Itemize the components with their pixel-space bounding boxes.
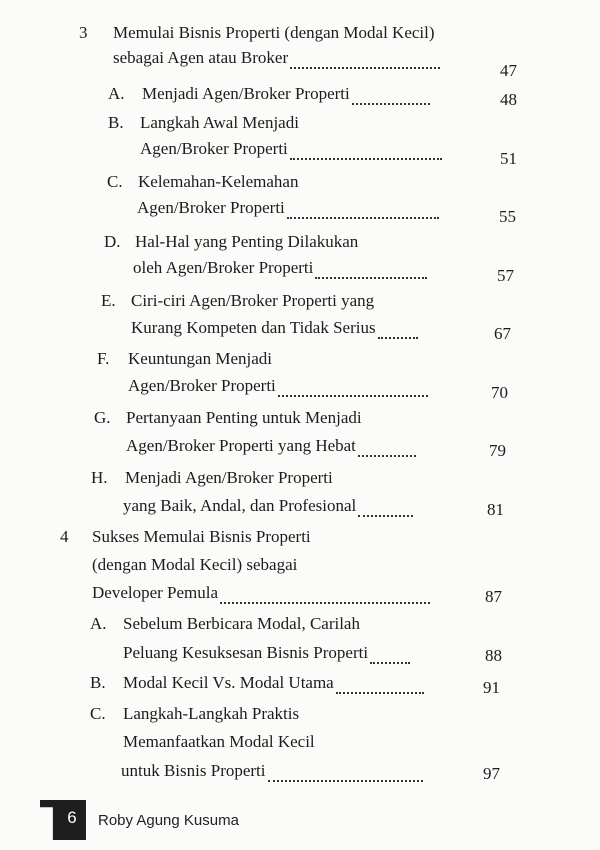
toc-3f-page: 70 — [491, 383, 508, 402]
chapter-3-title-line2: sebagai Agen atau Broker — [113, 47, 440, 69]
toc-3b-line1: Langkah Awal Menjadi — [140, 113, 299, 132]
toc-4c-line2: Memanfaatkan Modal Kecil — [123, 732, 315, 751]
toc-3h-letter: H. — [91, 468, 108, 487]
toc-3c-line2: Agen/Broker Properti — [137, 197, 439, 219]
toc-3b-page: 51 — [500, 149, 517, 168]
chapter-4-title-line3: Developer Pemula — [92, 582, 430, 604]
chapter-4-title-line2: (dengan Modal Kecil) sebagai — [92, 555, 298, 574]
toc-3a-page: 48 — [500, 90, 517, 109]
chapter-4-page: 87 — [485, 587, 502, 606]
toc-3h-line1: Menjadi Agen/Broker Properti — [125, 468, 333, 487]
chapter-3-number: 3 — [79, 23, 88, 42]
toc-4b-title: Modal Kecil Vs. Modal Utama — [123, 672, 424, 694]
toc-3e-letter: E. — [101, 291, 116, 310]
toc-3f-line2: Agen/Broker Properti — [128, 375, 428, 397]
toc-3e-line1: Ciri-ciri Agen/Broker Properti yang — [131, 291, 375, 310]
toc-3g-letter: G. — [94, 408, 111, 427]
toc-3g-line1: Pertanyaan Penting untuk Menjadi — [126, 408, 362, 427]
toc-3d-page: 57 — [497, 266, 514, 285]
chapter-4-title-line1: Sukses Memulai Bisnis Properti — [92, 527, 311, 546]
toc-4b-letter: B. — [90, 673, 106, 692]
chapter-3-title-line1: Memulai Bisnis Properti (dengan Modal Kecil) — [113, 23, 435, 42]
toc-4b-page: 91 — [483, 678, 500, 697]
toc-4c-line1: Langkah-Langkah Praktis — [123, 704, 300, 723]
toc-3d-line1: Hal-Hal yang Penting Dilakukan — [135, 232, 359, 251]
toc-4c-page: 97 — [483, 764, 500, 783]
toc-4a-line2: Peluang Kesuksesan Bisnis Properti — [123, 642, 410, 664]
toc-3b-letter: B. — [108, 113, 124, 132]
toc-3d-letter: D. — [104, 232, 121, 251]
toc-3b-line2: Agen/Broker Properti — [140, 138, 442, 160]
toc-3e-line2: Kurang Kompeten dan Tidak Serius — [131, 317, 418, 339]
toc-4c-letter: C. — [90, 704, 106, 723]
toc-3g-line2: Agen/Broker Properti yang Hebat — [126, 435, 416, 457]
toc-4c-line3: untuk Bisnis Properti — [121, 760, 423, 782]
footer-page-number: 6 — [67, 808, 77, 827]
toc-3h-page: 81 — [487, 500, 504, 519]
toc-3c-line1: Kelemahan-Kelemahan — [138, 172, 299, 191]
toc-3a-title: Menjadi Agen/Broker Properti — [142, 83, 430, 105]
toc-3f-line1: Keuntungan Menjadi — [128, 349, 272, 368]
chapter-3-page: 47 — [500, 61, 517, 80]
toc-4a-line1: Sebelum Berbicara Modal, Carilah — [123, 614, 360, 633]
toc-3a-letter: A. — [108, 84, 125, 103]
toc-3d-line2: oleh Agen/Broker Properti — [133, 257, 427, 279]
footer-author: Roby Agung Kusuma — [98, 812, 239, 829]
toc-3f-letter: F. — [97, 349, 110, 368]
chapter-4-number: 4 — [60, 527, 69, 546]
toc-3c-page: 55 — [499, 207, 516, 226]
toc-3g-page: 79 — [489, 441, 506, 460]
toc-3c-letter: C. — [107, 172, 123, 191]
toc-4a-page: 88 — [485, 646, 502, 665]
toc-3e-page: 67 — [494, 324, 511, 343]
toc-3h-line2: yang Baik, Andal, dan Profesional — [123, 495, 413, 517]
toc-4a-letter: A. — [90, 614, 107, 633]
